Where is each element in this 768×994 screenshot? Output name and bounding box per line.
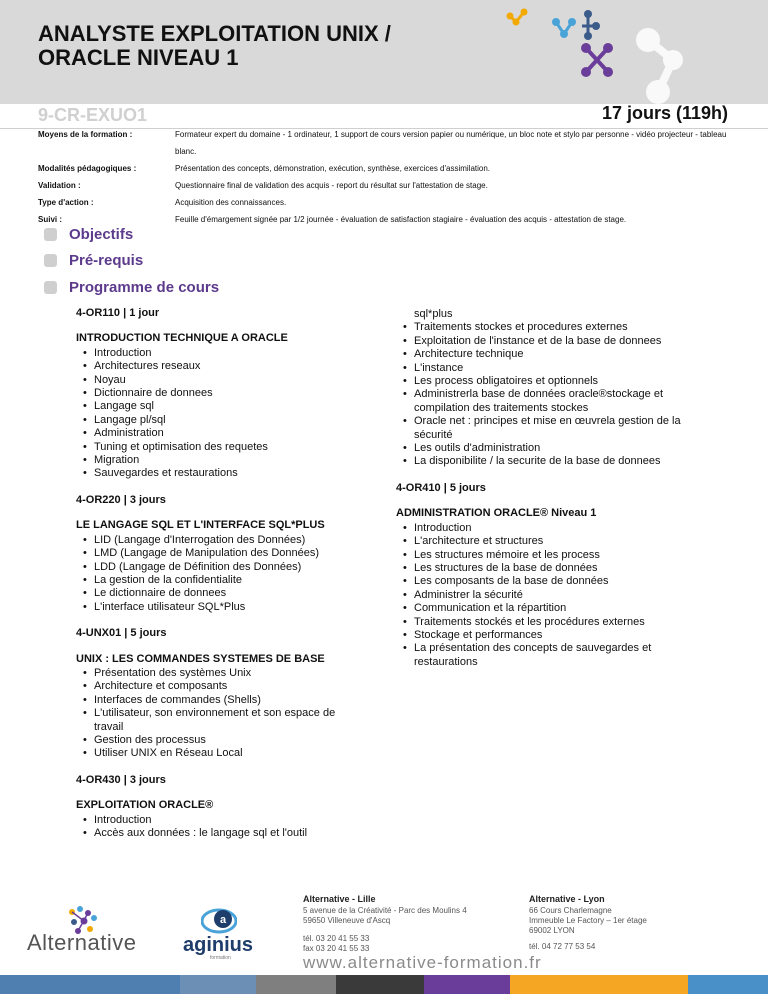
address-line: 66 Cours Charlemagne (529, 906, 612, 915)
meta-label: Suivi : (38, 215, 63, 224)
module-items (396, 321, 686, 468)
module-title: ADMINISTRATION ORACLE® Niveau 1 (396, 507, 597, 520)
list-item: • Introduction (76, 347, 366, 360)
list-item: • Langage pl/sql (76, 414, 366, 427)
molecule-yellow-icon (507, 9, 528, 26)
list-item: • Accès aux données : le langage sql et l'outil (76, 827, 366, 840)
office-name: Alternative - Lyon (529, 894, 605, 904)
address-line: 59650 Villeneuve d'Ascq (303, 916, 391, 925)
list-item: • L'interface utilisateur SQL*Plus (76, 601, 366, 614)
molecule-decoration-icon (498, 0, 768, 104)
section-toggle-icon (44, 281, 57, 294)
molecule-blue-icon (552, 18, 576, 38)
section-label: Programme de cours (69, 279, 220, 296)
module-items (76, 347, 366, 481)
fax: fax 03 20 41 55 33 (303, 944, 370, 953)
section-prerequis[interactable] (44, 252, 143, 269)
website-url: www.alternative-formation.fr (303, 953, 542, 972)
meta-value: Feuille d'émargement signée par 1/2 journée - évaluation de satisfaction stagiaire - évaluation des acquis - attestation de stage. (175, 215, 627, 224)
list-item: • L'instance (396, 362, 686, 375)
svg-text:a: a (219, 914, 227, 926)
footer-bar-segment (688, 975, 768, 994)
list-item: • Sauvegardes et restaurations (76, 467, 366, 480)
list-item: • Administrer la sécurité (396, 589, 686, 602)
footer-bar-segment (256, 975, 336, 994)
meta-row (38, 211, 738, 228)
list-item: • Interfaces de commandes (Shells) (76, 694, 366, 707)
title-line-2: ORACLE NIVEAU 1 (38, 45, 239, 70)
module-code: 4-OR430 | 3 jours (76, 773, 166, 786)
list-item: • LMD (Langage de Manipulation des Données) (76, 547, 366, 560)
right-column (396, 308, 686, 669)
list-item: • Architecture technique (396, 348, 686, 361)
office-name: Alternative - Lille (303, 894, 376, 904)
address-lille (303, 894, 467, 954)
address-line: Immeuble Le Factory – 1er étage (529, 916, 647, 925)
list-item: • Architectures reseaux (76, 360, 366, 373)
list-item: • Migration (76, 454, 366, 467)
address-line: 69002 LYON (529, 926, 575, 935)
molecule-navy-icon (582, 10, 600, 40)
module-code: 4-OR410 | 5 jours (396, 481, 486, 494)
meta-row (38, 126, 738, 160)
list-item: • Oracle net : principes et mise en œuvrela gestion de la sécurité (396, 415, 686, 442)
list-item: • Les composants de la base de données (396, 575, 686, 588)
list-item: • Les structures de la base de données (396, 562, 686, 575)
module-title: LE LANGAGE SQL ET L'INTERFACE SQL*PLUS (76, 519, 325, 532)
module-items (76, 667, 366, 761)
list-item: • Introduction (76, 814, 366, 827)
address-line: 5 avenue de la Créativité - Parc des Moulins 4 (303, 906, 467, 915)
section-objectifs[interactable] (44, 226, 133, 243)
module-items (396, 522, 686, 669)
list-item: • Noyau (76, 374, 366, 387)
list-item: • Stockage et performances (396, 629, 686, 642)
meta-value: Questionnaire final de validation des acquis - report du résultat sur l'attestation de stage. (175, 181, 488, 190)
footer-bar-segment (180, 975, 256, 994)
list-item: • Introduction (396, 522, 686, 535)
footer-bar-segment (0, 975, 180, 994)
module-code: 4-OR110 | 1 jour (76, 307, 160, 319)
aginius-logo-text: aginius (183, 934, 254, 956)
list-item: • LID (Langage d'Interrogation des Données) (76, 534, 366, 547)
list-item: • Les process obligatoires et optionnels (396, 375, 686, 388)
alternative-logo-text: Alternative (27, 930, 137, 955)
meta-row (38, 194, 738, 211)
list-item: • Architecture et composants (76, 680, 366, 693)
list-item: • Langage sql (76, 400, 366, 413)
meta-row (38, 160, 738, 177)
address-lyon (529, 894, 647, 952)
meta-value: Acquisition des connaissances. (175, 198, 287, 207)
module-items (76, 534, 366, 614)
list-item: • La gestion de la confidentialite (76, 574, 366, 587)
list-item: • Utiliser UNIX en Réseau Local (76, 747, 366, 760)
section-toggle-icon (44, 254, 57, 267)
course-meta-table (38, 126, 738, 228)
module-title: UNIX : LES COMMANDES SYSTEMES DE BASE (76, 652, 325, 665)
module-items (76, 814, 366, 841)
module-code: 4-UNX01 | 5 jours (76, 627, 167, 640)
phone: tél. 04 72 77 53 54 (529, 942, 596, 951)
list-item: • La présentation des concepts de sauvegardes et restaurations (396, 642, 686, 669)
page-title (38, 22, 508, 70)
header-banner (0, 0, 768, 104)
molecule-purple-icon (581, 43, 613, 77)
section-label: Objectifs (69, 226, 134, 243)
list-item: • Tuning et optimisation des requetes (76, 441, 366, 454)
footer-bar-segment (510, 975, 688, 994)
list-item: • Administration (76, 427, 366, 440)
list-item: • L'utilisateur, son environnement et son espace de travail (76, 707, 366, 734)
list-item: • Le dictionnaire de donnees (76, 587, 366, 600)
left-column (76, 307, 366, 840)
section-label: Pré-requis (69, 252, 144, 269)
title-line-1: ANALYSTE EXPLOITATION UNIX / (38, 21, 391, 46)
list-item: • Présentation des systèmes Unix (76, 667, 366, 680)
meta-row (38, 177, 738, 194)
section-toggle-icon (44, 228, 57, 241)
section-programme[interactable] (44, 279, 219, 296)
list-item: • Les outils d'administration (396, 442, 686, 455)
course-code: 9-CR-EXUO1 (38, 105, 148, 125)
course-duration: 17 jours (119h) (601, 103, 728, 123)
list-item: • La disponibilite / la securite de la base de donnees (396, 455, 686, 468)
meta-label: Validation : (38, 181, 81, 190)
list-item: • Communication et la répartition (396, 602, 686, 615)
module-code: 4-OR220 | 3 jours (76, 493, 166, 506)
list-item: • Exploitation de l'instance et de la base de donnees (396, 335, 686, 348)
list-item: • Traitements stockes et procedures externes (396, 321, 686, 334)
meta-value: Formateur expert du domaine - 1 ordinateur, 1 support de cours version papier ou numérique, un bloc note et stylo par personne - vidéo projecteur - tableau blanc. (175, 130, 727, 156)
aginius-logo-icon (201, 905, 237, 935)
list-item: • Dictionnaire de donnees (76, 387, 366, 400)
list-item: • Traitements stockés et les procédures externes (396, 616, 686, 629)
meta-label: Moyens de la formation : (38, 130, 133, 139)
footer-bar-segment (424, 975, 510, 994)
list-continuation: sql*plus (414, 308, 453, 320)
aginius-logo-subtext: formation (210, 955, 231, 961)
list-item: • L'architecture et structures (396, 535, 686, 548)
meta-label: Modalités pédagogiques : (38, 164, 137, 173)
list-item: • Les structures mémoire et les process (396, 549, 686, 562)
module-title: EXPLOITATION ORACLE® (76, 799, 214, 812)
list-item: • LDD (Langage de Définition des Données) (76, 561, 366, 574)
meta-value: Présentation des concepts, démonstration, exécution, synthèse, exercices d'assimilation. (175, 164, 491, 173)
phone: tél. 03 20 41 55 33 (303, 934, 370, 943)
meta-label: Type d'action : (38, 198, 94, 207)
molecule-white-icon (636, 28, 683, 104)
footer-bar-segment (336, 975, 424, 994)
module-title: INTRODUCTION TECHNIQUE A ORACLE (76, 332, 288, 345)
list-item: • Gestion des processus (76, 734, 366, 747)
list-item: • Administrerla base de données oracle®stockage et compilation des traitements stockes (396, 388, 686, 415)
